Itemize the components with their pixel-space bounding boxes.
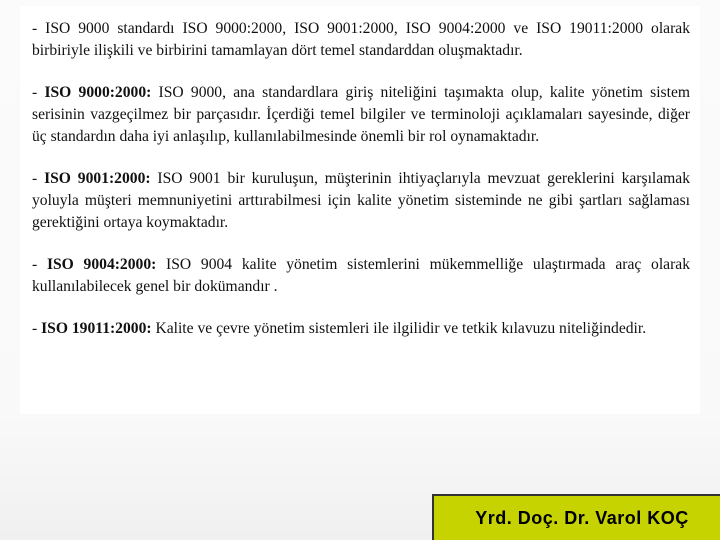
bullet-dash: -: [32, 256, 47, 273]
text-panel: [20, 6, 700, 414]
paragraph-term: ISO 9000:2000:: [44, 84, 152, 101]
paragraph-text: Kalite ve çevre yönetim sistemleri ile ilgilidir ve tetkik kılavuzu niteliğindedir.: [151, 320, 647, 337]
bullet-dash: -: [32, 20, 46, 37]
paragraph-iso-9001: [32, 168, 690, 234]
paragraph-iso-9004: [32, 254, 690, 298]
paragraph-text: ISO 9000 standardı ISO 9000:2000, ISO 9001:2000, ISO 9004:2000 ve ISO 19011:2000 olarak birbiriyle ilişkili ve birbirini tamamlayan dört temel standarddan oluşmaktadır.: [32, 20, 690, 59]
paragraph-text: ISO 9000, ana standardlara giriş niteliğini taşımakta olup, kalite yönetim sistem serisinin vazgeçilmez bir parçasıdır. İçerdiği temel bilgiler ve terminoloji açıklamaları sayesinde, diğer üç standardın daha iyi anlaşılıp, kullanılabilmesinde önemli bir rol oynamaktadır.: [32, 84, 690, 145]
author-name: Yrd. Doç. Dr. Varol KOÇ: [475, 507, 689, 528]
paragraph-term: ISO 19011:2000:: [41, 320, 152, 337]
paragraph-text: ISO 9004 kalite yönetim sistemlerini mükemmelliğe ulaştırmada araç olarak kullanılabilecek genel bir dokümandır .: [32, 256, 691, 295]
paragraph-iso-overview: [32, 18, 690, 62]
paragraph-iso-19011: [32, 318, 690, 340]
bullet-dash: -: [32, 84, 45, 101]
paragraph-term: ISO 9004:2000:: [46, 256, 157, 273]
paragraph-text: ISO 9001 bir kuruluşun, müşterinin ihtiyaçlarıyla mevzuat gereklerini karşılamak yoluyla müşteri memnuniyetini arttırabilmesi için kalite yönetim sisteminde ne gibi şartları sağlaması gerektiğini ortaya koymaktadır.: [32, 170, 690, 231]
bullet-dash: -: [32, 170, 45, 187]
paragraph-term: ISO 9001:2000:: [44, 170, 151, 187]
paragraph-iso-9000: [32, 82, 690, 148]
author-footer-box: [432, 494, 720, 540]
bullet-dash: -: [32, 320, 42, 337]
